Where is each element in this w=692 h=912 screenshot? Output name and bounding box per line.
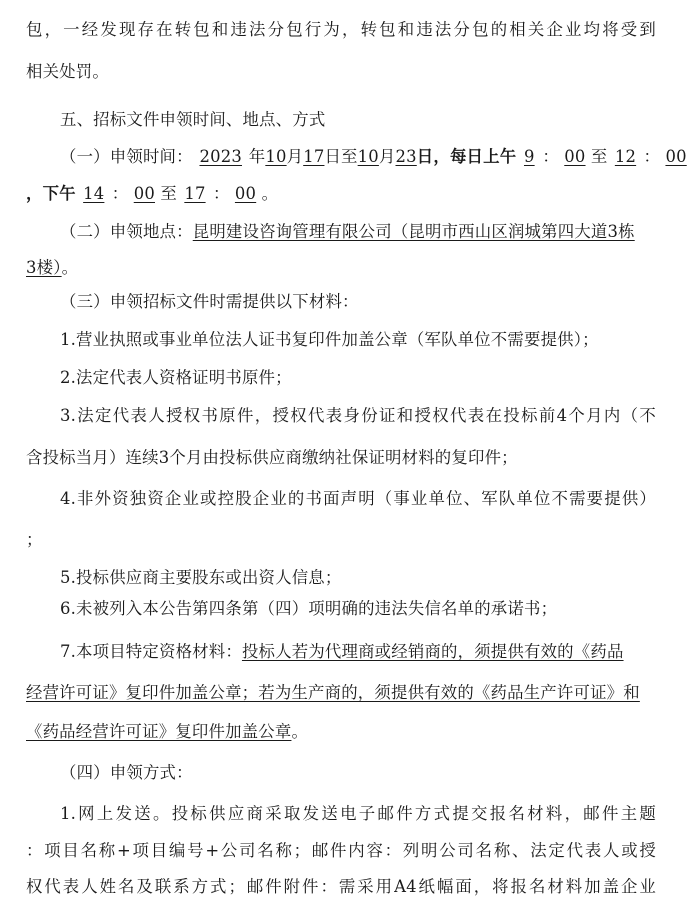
am-end-minute: 00	[665, 147, 687, 166]
apply-time-label: （一）申领时间：	[60, 147, 193, 166]
apply-place-label: （二）申领地点：	[60, 222, 193, 241]
material-item-7	[60, 642, 656, 662]
time-colon: ：	[111, 184, 129, 203]
am-start-minute: 00	[564, 147, 586, 166]
material-item-4: 4.非外资独资企业或控股企业的书面声明（事业单位、军队单位不需要提供）	[60, 489, 656, 508]
method-item-1-cont-2: 权代表人姓名及联系方式；邮件附件：需采用A4纸幅面，将报名材料加盖企业	[26, 877, 656, 896]
material-item-7-label: 7.本项目特定资格材料：	[60, 642, 242, 661]
am-start-hour: 9	[523, 147, 535, 166]
month-end: 10	[357, 147, 379, 166]
pm-start-hour: 14	[83, 184, 105, 203]
am-end-hour: 12	[614, 147, 637, 166]
year-suffix: 年	[248, 147, 266, 166]
material-item-3: 3.法定代表人授权书原件，授权代表身份证和授权代表在投标前4个月内（不	[60, 406, 656, 425]
day-end: 23	[395, 147, 417, 166]
time-colon: ：	[643, 147, 661, 166]
method-item-1: 1.网上发送。投标供应商采取发送电子邮件方式提交报名材料，邮件主题	[60, 804, 656, 823]
apply-place-line	[60, 222, 656, 242]
material-item-7-text-3: 《药品经营许可证》复印件加盖公章	[26, 722, 292, 741]
day-start: 17	[303, 147, 325, 166]
period: 。	[61, 258, 79, 277]
month-suffix: 月	[378, 147, 396, 166]
apply-method-heading: （四）申领方式：	[60, 763, 193, 782]
material-item-1: 1.营业执照或事业单位法人证书复印件加盖公章（军队单位不需要提供）；	[60, 330, 599, 349]
to-word: 至	[160, 184, 177, 203]
material-item-4-cont: ；	[26, 530, 43, 549]
pm-end-minute: 00	[234, 184, 257, 203]
apply-time-line	[60, 147, 687, 167]
material-item-3-cont: 含投标当月）连续3个月由投标供应商缴纳社保证明材料的复印件；	[26, 448, 518, 467]
material-item-7-text-2: 经营许可证》复印件加盖公章；若为生产商的，须提供有效的《药品生产许可证》和	[26, 683, 640, 702]
year-value: 2023	[199, 147, 242, 166]
time-colon: ：	[212, 184, 230, 203]
material-item-5: 5.投标供应商主要股东或出资人信息；	[60, 568, 342, 587]
apply-place-line-2	[26, 258, 656, 278]
pm-start-minute: 00	[133, 184, 155, 203]
pm-label: ，下午	[26, 184, 76, 203]
material-item-2: 2.法定代表人资格证明书原件；	[60, 368, 292, 387]
to-word: 至	[590, 147, 608, 166]
day-suffix: 日，每日上午	[416, 147, 517, 166]
apply-time-line-2	[26, 184, 656, 204]
apply-place-value-2: 3楼）	[26, 258, 62, 277]
period: 。	[291, 722, 309, 741]
period: 。	[261, 184, 279, 203]
material-item-7-cont-2	[26, 722, 656, 742]
month-suffix: 月	[286, 147, 304, 166]
time-colon: ：	[542, 147, 559, 166]
material-item-7-text: 投标人若为代理商或经销商的，须提供有效的《药品	[241, 642, 624, 661]
month-start: 10	[265, 147, 287, 166]
paragraph-line: 相关处罚。	[26, 62, 109, 81]
materials-heading: （三）申领招标文件时需提供以下材料：	[60, 292, 359, 311]
pm-end-hour: 17	[184, 184, 206, 203]
paragraph-line: 包，一经发现存在转包和违法分包行为，转包和违法分包的相关企业均将受到	[26, 20, 656, 39]
material-item-6: 6.未被列入本公告第四条第（四）项明确的违法失信名单的承诺书；	[60, 599, 558, 618]
day-suffix: 日至	[324, 147, 358, 166]
material-item-7-cont	[26, 683, 656, 703]
method-item-1-cont: ：项目名称+项目编号+公司名称；邮件内容：列明公司名称、法定代表人或授	[26, 841, 656, 860]
apply-place-value: 昆明建设咨询管理有限公司（昆明市西山区润城第四大道3栋	[192, 222, 635, 241]
section-heading: 五、招标文件申领时间、地点、方式	[60, 110, 326, 129]
